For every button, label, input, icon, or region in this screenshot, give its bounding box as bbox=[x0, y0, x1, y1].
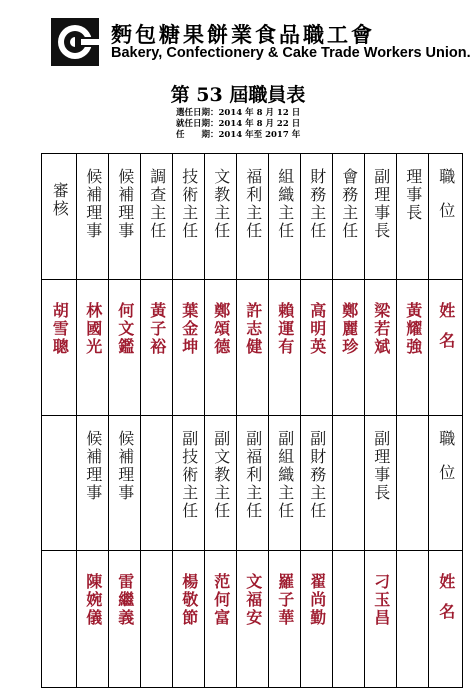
position-cell: 副福利主任 bbox=[237, 416, 269, 551]
officers-table bbox=[41, 153, 463, 688]
position-cell bbox=[42, 416, 77, 551]
table-row bbox=[42, 154, 463, 280]
position-cell: 副財務主任 bbox=[301, 416, 333, 551]
name-cell: 胡雪聰 bbox=[42, 280, 77, 416]
position-label-cell: 職位 bbox=[429, 154, 463, 280]
position-cell: 副理事長 bbox=[365, 154, 397, 280]
position-cell: 文教主任 bbox=[205, 154, 237, 280]
position-cell: 副文教主任 bbox=[205, 416, 237, 551]
position-cell: 理事長 bbox=[397, 154, 429, 280]
name-cell: 高明英 bbox=[301, 280, 333, 416]
name-label-cell: 姓名 bbox=[429, 280, 463, 416]
position-cell: 候補理事 bbox=[109, 154, 141, 280]
position-cell: 審核 bbox=[42, 154, 77, 280]
name-cell bbox=[333, 551, 365, 688]
name-cell: 賴運有 bbox=[269, 280, 301, 416]
name-cell bbox=[397, 551, 429, 688]
name-cell: 刁玉昌 bbox=[365, 551, 397, 688]
name-cell: 翟尚勤 bbox=[301, 551, 333, 688]
election-date: 選任日期：2014 年 8 月 12 日 bbox=[176, 108, 301, 118]
position-cell: 候補理事 bbox=[109, 416, 141, 551]
term-period: 任 期：2014 年至 2017 年 bbox=[176, 130, 301, 140]
name-cell: 葉金坤 bbox=[173, 280, 205, 416]
name-cell: 陳婉儀 bbox=[77, 551, 109, 688]
org-name-zh: 麪包糖果餅業食品職工會 bbox=[111, 23, 375, 47]
name-cell: 黃耀強 bbox=[397, 280, 429, 416]
name-cell: 雷繼義 bbox=[109, 551, 141, 688]
position-cell bbox=[397, 416, 429, 551]
name-cell: 羅子華 bbox=[269, 551, 301, 688]
inauguration-date: 就任日期：2014 年 8 月 22 日 bbox=[176, 119, 301, 129]
position-cell bbox=[141, 416, 173, 551]
position-cell: 會務主任 bbox=[333, 154, 365, 280]
name-cell: 梁若斌 bbox=[365, 280, 397, 416]
position-cell: 副理事長 bbox=[365, 416, 397, 551]
name-cell: 文福安 bbox=[237, 551, 269, 688]
position-cell: 技術主任 bbox=[173, 154, 205, 280]
table-row bbox=[42, 416, 463, 551]
position-cell: 副組織主任 bbox=[269, 416, 301, 551]
name-cell: 何文鑑 bbox=[109, 280, 141, 416]
name-cell: 黃子裕 bbox=[141, 280, 173, 416]
document-title: 第 53 屆職員表 bbox=[170, 84, 306, 106]
union-logo-icon bbox=[51, 18, 99, 66]
term-dates bbox=[176, 108, 300, 141]
name-cell bbox=[42, 551, 77, 688]
position-label-cell: 職位 bbox=[429, 416, 463, 551]
name-cell: 鄭麗珍 bbox=[333, 280, 365, 416]
position-cell: 財務主任 bbox=[301, 154, 333, 280]
name-cell: 范何富 bbox=[205, 551, 237, 688]
name-cell: 許志健 bbox=[237, 280, 269, 416]
position-cell bbox=[333, 416, 365, 551]
position-cell: 候補理事 bbox=[77, 154, 109, 280]
org-logo bbox=[51, 18, 471, 66]
table-row bbox=[42, 551, 463, 688]
org-name-en: Bakery, Confectionery & Cake Trade Workers Union. bbox=[111, 45, 471, 61]
position-cell: 副技術主任 bbox=[173, 416, 205, 551]
name-cell bbox=[141, 551, 173, 688]
name-label-cell: 姓名 bbox=[429, 551, 463, 688]
position-cell: 組織主任 bbox=[269, 154, 301, 280]
name-cell: 楊敬節 bbox=[173, 551, 205, 688]
position-cell: 福利主任 bbox=[237, 154, 269, 280]
name-cell: 林國光 bbox=[77, 280, 109, 416]
position-cell: 候補理事 bbox=[77, 416, 109, 551]
position-cell: 調查主任 bbox=[141, 154, 173, 280]
table-row bbox=[42, 280, 463, 416]
name-cell: 鄭頌德 bbox=[205, 280, 237, 416]
